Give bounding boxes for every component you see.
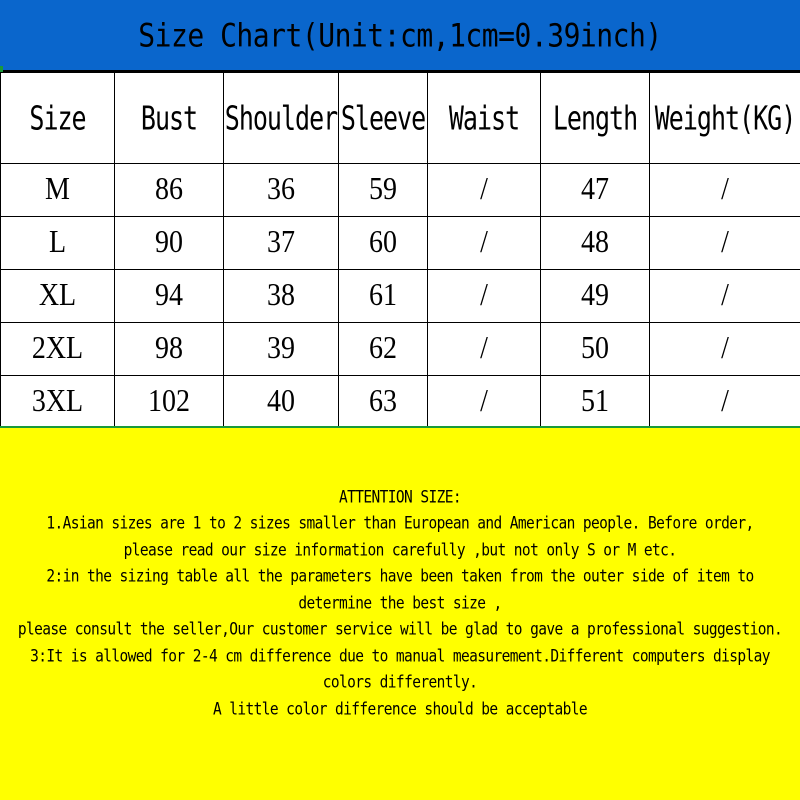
- table-row: [1, 323, 800, 376]
- attention-note-line: please consult the seller,Our customer service will be glad to gave a professional suggestion.: [17, 621, 783, 640]
- table-cell: [541, 270, 650, 323]
- table-cell: [428, 376, 541, 429]
- table-cell: [541, 376, 650, 429]
- table-cell-value: 36: [267, 171, 295, 208]
- table-cell: [1, 270, 115, 323]
- table-row: [1, 164, 800, 217]
- attention-notes: [0, 426, 800, 800]
- attention-heading: ATTENTION SIZE:: [339, 488, 461, 507]
- table-cell-value: 62: [369, 330, 397, 367]
- column-header-label: Sleeve: [340, 99, 426, 137]
- attention-note-line: determine the best size ,: [298, 594, 502, 613]
- column-header: [224, 73, 339, 164]
- table-cell-value: /: [721, 277, 729, 314]
- table-cell-value: 90: [155, 224, 183, 261]
- table-cell-value: 61: [369, 277, 397, 314]
- table-cell-value: 49: [581, 277, 609, 314]
- column-header-label: Weight(KG): [654, 99, 796, 137]
- table-cell-value: 51: [581, 383, 609, 420]
- table-cell: [1, 164, 115, 217]
- table-cell: [541, 217, 650, 270]
- table-cell: [115, 217, 224, 270]
- table-cell: [224, 323, 339, 376]
- table-cell: [224, 270, 339, 323]
- table-row: [1, 376, 800, 429]
- attention-note-line: A little color difference should be acceptable: [213, 700, 587, 719]
- table-cell: [339, 164, 428, 217]
- table-cell-value: M: [45, 171, 70, 208]
- column-header-label: Bust: [140, 99, 198, 137]
- table-cell-value: 50: [581, 330, 609, 367]
- table-cell: [224, 217, 339, 270]
- table-cell-value: 86: [155, 171, 183, 208]
- column-header-label: Size: [29, 99, 86, 137]
- table-cell-value: 40: [267, 383, 295, 420]
- table-cell: [1, 376, 115, 429]
- table-cell-value: 3XL: [31, 383, 84, 420]
- table-cell-value: /: [721, 224, 729, 261]
- table-cell-value: 94: [155, 277, 183, 314]
- table-cell-value: /: [480, 224, 488, 261]
- table-cell-value: 2XL: [31, 330, 84, 367]
- size-table: [0, 72, 800, 429]
- table-cell: [339, 217, 428, 270]
- table-row: [1, 217, 800, 270]
- column-header: [115, 73, 224, 164]
- table-cell: [115, 270, 224, 323]
- column-header: [650, 73, 800, 164]
- table-cell-value: /: [721, 383, 729, 420]
- table-cell: [650, 376, 800, 429]
- attention-note-line: please read our size information carefully ,but not only S or M etc.: [123, 541, 677, 560]
- size-table-wrapper: [0, 72, 800, 426]
- table-cell: [428, 164, 541, 217]
- table-cell: [339, 376, 428, 429]
- table-cell-value: /: [480, 330, 488, 367]
- table-cell-value: 48: [581, 224, 609, 261]
- table-cell-value: /: [721, 171, 729, 208]
- table-header-row: [1, 73, 800, 164]
- table-row: [1, 270, 800, 323]
- table-cell: [650, 323, 800, 376]
- table-cell: [339, 270, 428, 323]
- table-cell: [428, 323, 541, 376]
- table-body: [1, 164, 800, 429]
- column-header: [1, 73, 115, 164]
- table-cell: [650, 164, 800, 217]
- table-cell: [115, 164, 224, 217]
- attention-note-line: 3:It is allowed for 2-4 cm difference due to manual measurement.Different computers display: [30, 647, 770, 666]
- table-cell: [339, 323, 428, 376]
- table-cell-value: 47: [581, 171, 609, 208]
- table-cell-value: 59: [369, 171, 397, 208]
- table-cell: [541, 164, 650, 217]
- size-chart-header: [0, 0, 800, 72]
- table-cell-value: /: [721, 330, 729, 367]
- table-cell: [650, 217, 800, 270]
- table-cell: [115, 376, 224, 429]
- table-cell: [224, 376, 339, 429]
- table-cell: [650, 270, 800, 323]
- table-cell-value: 102: [148, 383, 190, 420]
- attention-note-line: 2:in the sizing table all the parameters have been taken from the outer side of item to: [46, 568, 754, 587]
- table-cell-value: 60: [369, 224, 397, 261]
- column-header-label: Length: [552, 99, 638, 137]
- table-cell-value: 39: [267, 330, 295, 367]
- table-cell: [115, 323, 224, 376]
- table-cell-value: XL: [38, 277, 77, 314]
- table-cell-value: /: [480, 383, 488, 420]
- attention-note-line: colors differently.: [322, 674, 478, 693]
- column-header: [428, 73, 541, 164]
- column-header-label: Waist: [448, 99, 520, 137]
- table-cell: [1, 323, 115, 376]
- column-header-label: Shoulder: [224, 99, 338, 137]
- size-chart-title: Size Chart(Unit:cm,1cm=0.39inch): [138, 16, 662, 54]
- table-cell-value: 38: [267, 277, 295, 314]
- table-cell-value: /: [480, 171, 488, 208]
- table-cell-value: /: [480, 277, 488, 314]
- table-cell: [428, 217, 541, 270]
- table-cell: [541, 323, 650, 376]
- table-cell: [428, 270, 541, 323]
- table-cell-value: 37: [267, 224, 295, 261]
- table-cell-value: 63: [369, 383, 397, 420]
- column-header: [339, 73, 428, 164]
- table-cell-value: L: [48, 224, 67, 261]
- table-cell: [224, 164, 339, 217]
- table-cell-value: 98: [155, 330, 183, 367]
- attention-note-line: 1.Asian sizes are 1 to 2 sizes smaller than European and American people. Before order,: [46, 515, 754, 534]
- column-header: [541, 73, 650, 164]
- table-cell: [1, 217, 115, 270]
